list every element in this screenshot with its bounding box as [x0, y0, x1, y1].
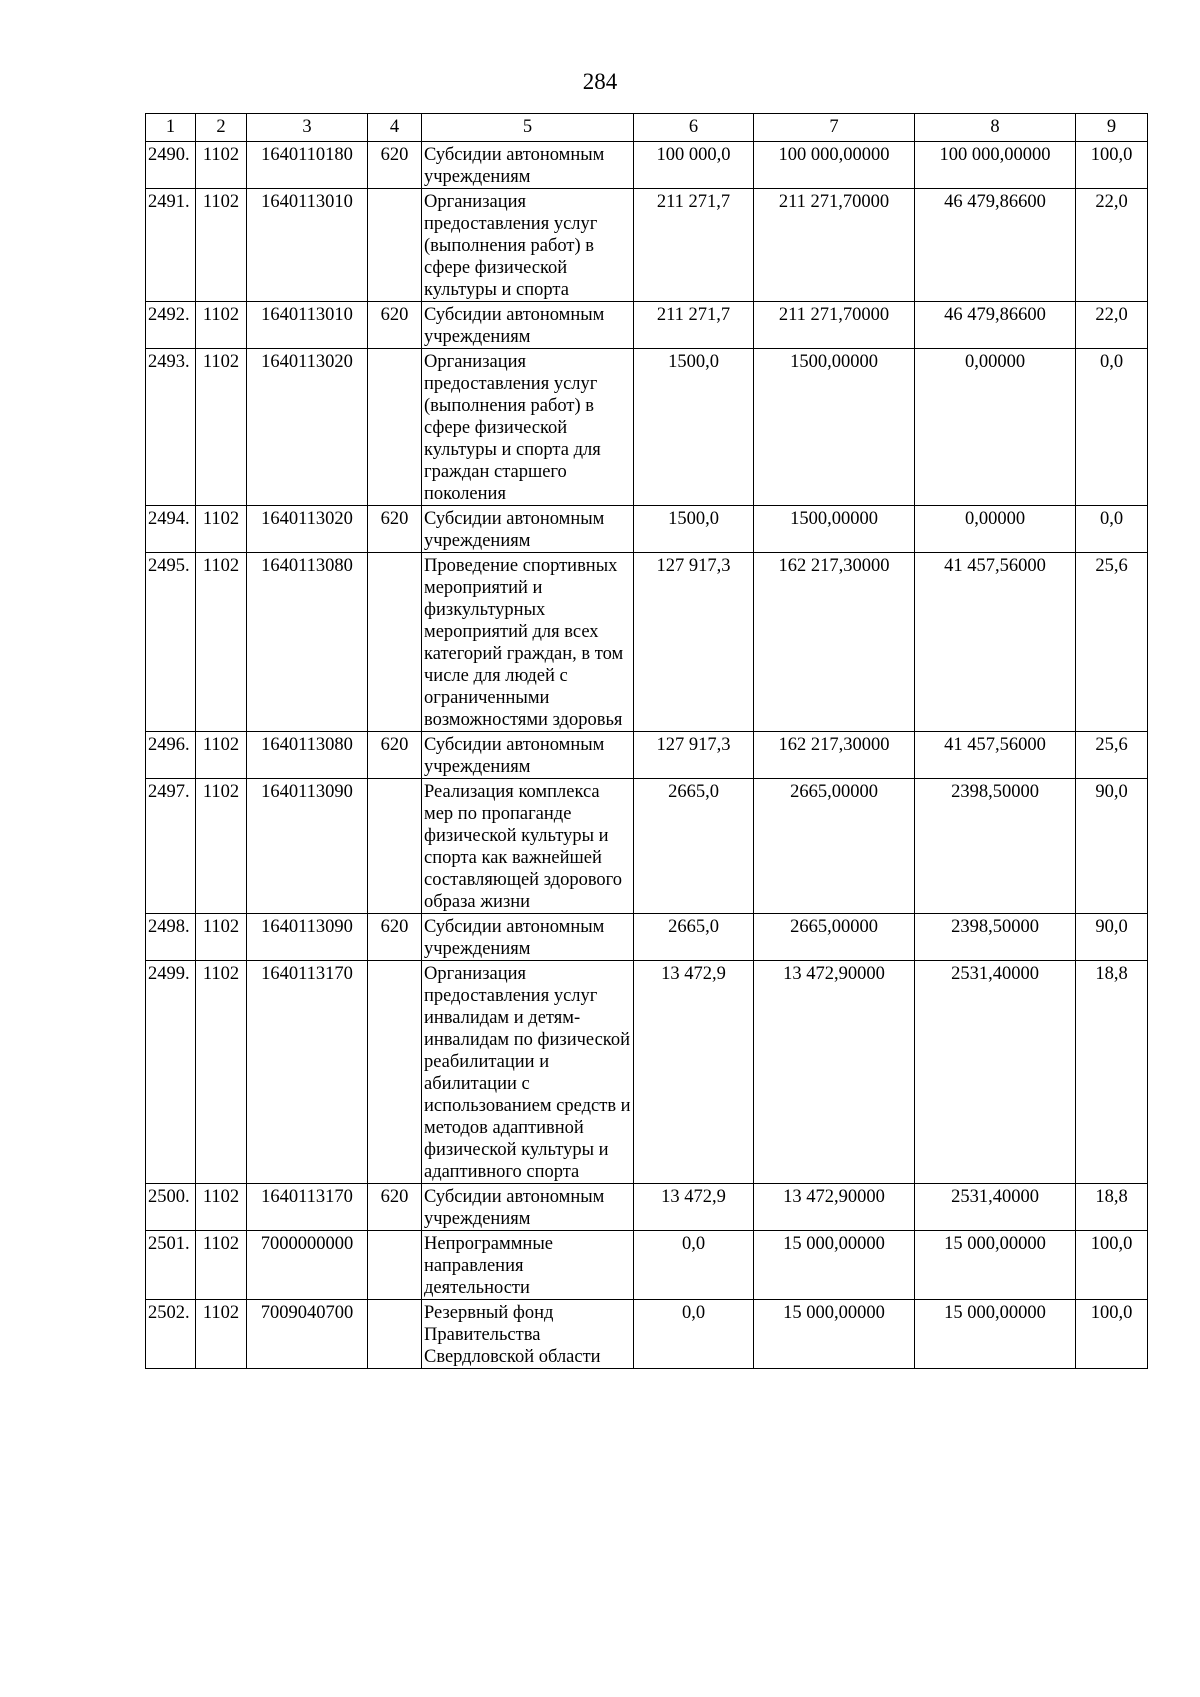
value-col-7: 1500,00000 — [754, 506, 915, 553]
table-row — [146, 349, 1148, 506]
percent-col-9: 90,0 — [1076, 914, 1148, 961]
row-number: 2502. — [146, 1300, 196, 1369]
table-row — [146, 553, 1148, 732]
expense-type-code: 620 — [368, 506, 422, 553]
target-article-code: 1640113020 — [247, 349, 368, 506]
value-col-8: 2398,50000 — [915, 914, 1076, 961]
target-article-code: 1640113080 — [247, 732, 368, 779]
value-col-8: 15 000,00000 — [915, 1231, 1076, 1300]
value-col-7: 2665,00000 — [754, 914, 915, 961]
target-article-code: 1640113170 — [247, 1184, 368, 1231]
target-article-code: 1640113090 — [247, 779, 368, 914]
table-row — [146, 1184, 1148, 1231]
table-row — [146, 732, 1148, 779]
expense-type-code: 620 — [368, 914, 422, 961]
row-number: 2499. — [146, 961, 196, 1184]
section-code: 1102 — [196, 1184, 247, 1231]
expense-type-code — [368, 1231, 422, 1300]
row-number: 2490. — [146, 142, 196, 189]
table-row — [146, 142, 1148, 189]
section-code: 1102 — [196, 349, 247, 506]
target-article-code: 1640113170 — [247, 961, 368, 1184]
value-col-7: 15 000,00000 — [754, 1231, 915, 1300]
percent-col-9: 90,0 — [1076, 779, 1148, 914]
column-header: 2 — [196, 114, 247, 142]
item-name: Проведение спортивных мероприятий и физкультурных мероприятий для всех категорий граждан, в том числе для людей с ограниченными возможностями здоровья — [422, 553, 634, 732]
value-col-6: 127 917,3 — [634, 732, 754, 779]
percent-col-9: 22,0 — [1076, 189, 1148, 302]
target-article-code: 1640113090 — [247, 914, 368, 961]
percent-col-9: 0,0 — [1076, 506, 1148, 553]
section-code: 1102 — [196, 506, 247, 553]
value-col-7: 211 271,70000 — [754, 189, 915, 302]
value-col-7: 100 000,00000 — [754, 142, 915, 189]
value-col-7: 13 472,90000 — [754, 961, 915, 1184]
value-col-6: 0,0 — [634, 1300, 754, 1369]
value-col-8: 0,00000 — [915, 349, 1076, 506]
expense-type-code: 620 — [368, 142, 422, 189]
expense-type-code — [368, 553, 422, 732]
item-name: Организация предоставления услуг инвалидам и детям-инвалидам по физической реабилитации и абилитации с использованием средств и методов адаптивной физической культуры и адаптивного спорта — [422, 961, 634, 1184]
value-col-8: 100 000,00000 — [915, 142, 1076, 189]
percent-col-9: 25,6 — [1076, 732, 1148, 779]
value-col-8: 41 457,56000 — [915, 732, 1076, 779]
value-col-8: 0,00000 — [915, 506, 1076, 553]
percent-col-9: 100,0 — [1076, 142, 1148, 189]
item-name: Организация предоставления услуг (выполнения работ) в сфере физической культуры и спорта для граждан старшего поколения — [422, 349, 634, 506]
value-col-6: 13 472,9 — [634, 961, 754, 1184]
section-code: 1102 — [196, 961, 247, 1184]
row-number: 2493. — [146, 349, 196, 506]
value-col-8: 2398,50000 — [915, 779, 1076, 914]
target-article-code: 7000000000 — [247, 1231, 368, 1300]
value-col-6: 211 271,7 — [634, 189, 754, 302]
item-name: Непрограммные направления деятельности — [422, 1231, 634, 1300]
table-row — [146, 506, 1148, 553]
value-col-7: 162 217,30000 — [754, 732, 915, 779]
table-row — [146, 961, 1148, 1184]
value-col-6: 2665,0 — [634, 779, 754, 914]
table-row — [146, 302, 1148, 349]
row-number: 2500. — [146, 1184, 196, 1231]
value-col-7: 13 472,90000 — [754, 1184, 915, 1231]
expense-type-code: 620 — [368, 1184, 422, 1231]
value-col-6: 211 271,7 — [634, 302, 754, 349]
column-header: 9 — [1076, 114, 1148, 142]
expense-type-code — [368, 189, 422, 302]
value-col-7: 1500,00000 — [754, 349, 915, 506]
expense-type-code: 620 — [368, 302, 422, 349]
table-row — [146, 1231, 1148, 1300]
item-name: Субсидии автономным учреждениям — [422, 142, 634, 189]
target-article-code: 1640110180 — [247, 142, 368, 189]
section-code: 1102 — [196, 553, 247, 732]
column-header: 6 — [634, 114, 754, 142]
row-number: 2501. — [146, 1231, 196, 1300]
section-code: 1102 — [196, 779, 247, 914]
row-number: 2494. — [146, 506, 196, 553]
column-header: 8 — [915, 114, 1076, 142]
value-col-7: 2665,00000 — [754, 779, 915, 914]
value-col-8: 15 000,00000 — [915, 1300, 1076, 1369]
value-col-7: 15 000,00000 — [754, 1300, 915, 1369]
item-name: Субсидии автономным учреждениям — [422, 302, 634, 349]
table-row — [146, 1300, 1148, 1369]
row-number: 2491. — [146, 189, 196, 302]
item-name: Субсидии автономным учреждениям — [422, 506, 634, 553]
percent-col-9: 22,0 — [1076, 302, 1148, 349]
expense-type-code — [368, 1300, 422, 1369]
table-row — [146, 914, 1148, 961]
value-col-7: 211 271,70000 — [754, 302, 915, 349]
expense-type-code: 620 — [368, 732, 422, 779]
target-article-code: 1640113010 — [247, 189, 368, 302]
value-col-6: 0,0 — [634, 1231, 754, 1300]
expense-type-code — [368, 779, 422, 914]
section-code: 1102 — [196, 1231, 247, 1300]
item-name: Субсидии автономным учреждениям — [422, 1184, 634, 1231]
expense-type-code — [368, 961, 422, 1184]
percent-col-9: 100,0 — [1076, 1231, 1148, 1300]
column-header: 4 — [368, 114, 422, 142]
table-row — [146, 779, 1148, 914]
section-code: 1102 — [196, 914, 247, 961]
row-number: 2495. — [146, 553, 196, 732]
value-col-6: 1500,0 — [634, 506, 754, 553]
item-name: Реализация комплекса мер по пропаганде физической культуры и спорта как важнейшей составляющей здорового образа жизни — [422, 779, 634, 914]
row-number: 2497. — [146, 779, 196, 914]
table-header-row — [146, 114, 1148, 142]
value-col-8: 2531,40000 — [915, 1184, 1076, 1231]
column-header: 3 — [247, 114, 368, 142]
row-number: 2496. — [146, 732, 196, 779]
page-number: 284 — [582, 69, 618, 94]
percent-col-9: 25,6 — [1076, 553, 1148, 732]
row-number: 2492. — [146, 302, 196, 349]
column-header: 7 — [754, 114, 915, 142]
value-col-7: 162 217,30000 — [754, 553, 915, 732]
column-header: 1 — [146, 114, 196, 142]
target-article-code: 1640113080 — [247, 553, 368, 732]
target-article-code: 7009040700 — [247, 1300, 368, 1369]
percent-col-9: 100,0 — [1076, 1300, 1148, 1369]
item-name: Резервный фонд Правительства Свердловской области — [422, 1300, 634, 1369]
value-col-8: 2531,40000 — [915, 961, 1076, 1184]
table-row — [146, 189, 1148, 302]
target-article-code: 1640113020 — [247, 506, 368, 553]
section-code: 1102 — [196, 732, 247, 779]
item-name: Субсидии автономным учреждениям — [422, 732, 634, 779]
percent-col-9: 18,8 — [1076, 961, 1148, 1184]
value-col-8: 46 479,86600 — [915, 302, 1076, 349]
budget-table — [145, 113, 1148, 1369]
value-col-8: 41 457,56000 — [915, 553, 1076, 732]
item-name: Субсидии автономным учреждениям — [422, 914, 634, 961]
section-code: 1102 — [196, 1300, 247, 1369]
value-col-6: 127 917,3 — [634, 553, 754, 732]
section-code: 1102 — [196, 189, 247, 302]
percent-col-9: 0,0 — [1076, 349, 1148, 506]
value-col-6: 2665,0 — [634, 914, 754, 961]
value-col-6: 1500,0 — [634, 349, 754, 506]
item-name: Организация предоставления услуг (выполнения работ) в сфере физической культуры и спорта — [422, 189, 634, 302]
expense-type-code — [368, 349, 422, 506]
row-number: 2498. — [146, 914, 196, 961]
section-code: 1102 — [196, 142, 247, 189]
target-article-code: 1640113010 — [247, 302, 368, 349]
section-code: 1102 — [196, 302, 247, 349]
percent-col-9: 18,8 — [1076, 1184, 1148, 1231]
value-col-6: 13 472,9 — [634, 1184, 754, 1231]
value-col-8: 46 479,86600 — [915, 189, 1076, 302]
value-col-6: 100 000,0 — [634, 142, 754, 189]
column-header: 5 — [422, 114, 634, 142]
